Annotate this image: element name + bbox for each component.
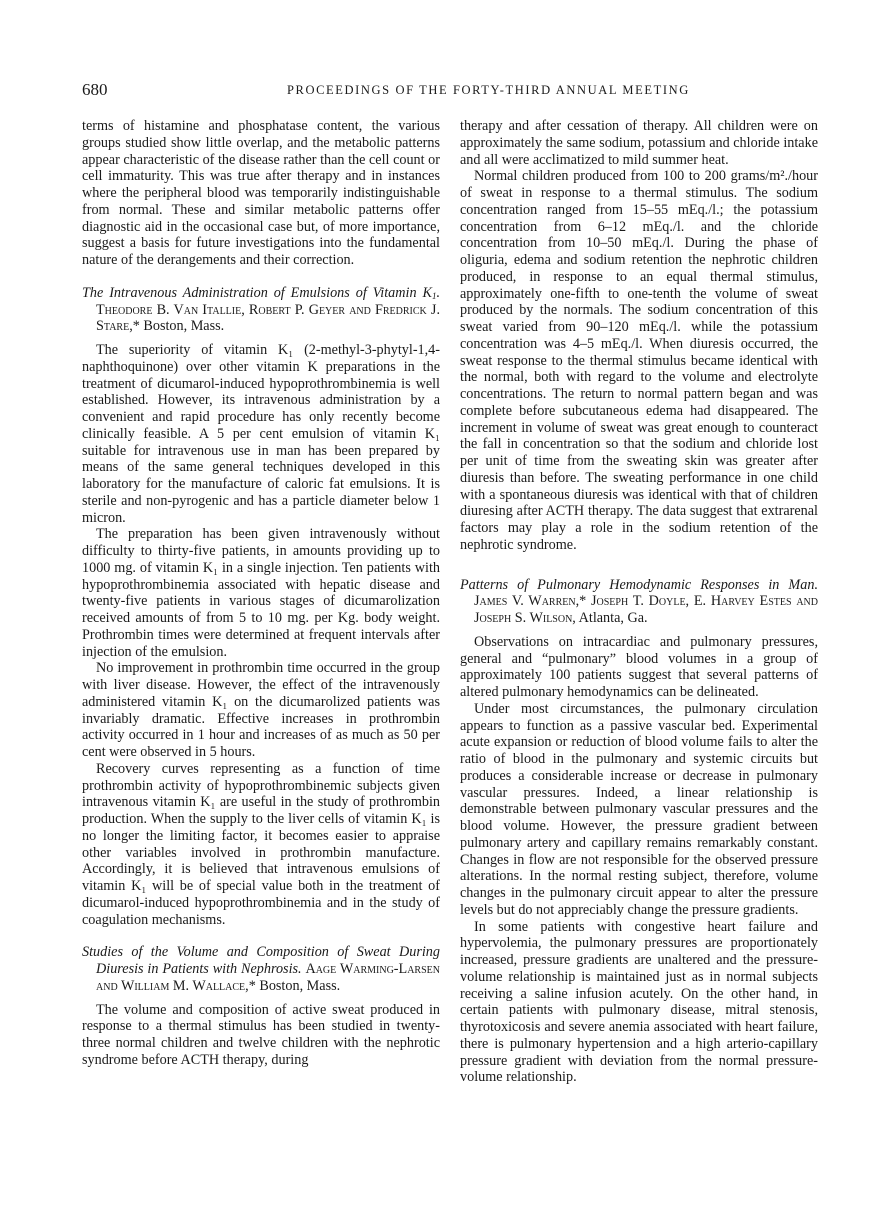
abstract-heading-pulmonary [460,577,818,627]
body-paragraph: No improvement in prothrombin time occurred in the group with liver disease. However, the effect of the intravenously administered vitamin K₁ on the dicumarolized patients was invariably dramatic. Effective increases in prothrombin activity occurred in 1 hour and increases of as much as 50 per cent were observed in 5 hours. [82,660,440,760]
body-paragraph: Observations on intracardiac and pulmonary pressures, general and “pulmonary” blood volumes in a group of approximately 100 patients suggest that several patterns of altered pulmonary hemodynamics can be delineated. [460,633,818,700]
continuation-paragraph: terms of histamine and phosphatase content, the various groups studied show little overlap, and the metabolic patterns appear characteristic of the disease rather than the cell count or cell immaturity. This was true after therapy and in instances where the peripheral blood was temporarily indistinguishable from normal. These and similar metabolic patterns offer diagnostic aid in the occasional case but, of more importance, suggest a basis for future investigations into the fundamental nature of the derangements and their correction. [82,118,440,268]
abstract-heading-sweat [82,944,440,994]
page-number: 680 [82,80,108,99]
right-column [460,118,818,1086]
abstract-location: Atlanta, Ga. [578,610,648,626]
abstract-authors: James V. Warren,* Joseph T. Doyle, E. Harvey Estes and Joseph S. Wilson, [474,593,818,626]
page-header [82,80,820,102]
body-paragraph: Recovery curves representing as a function of time prothrombin activity of hypoprothrombinemic subjects given intravenous vitamin K₁ are useful in the study of prothrombin production. When the supply to the liver cells of vitamin K₁ is no longer the limiting factor, it becomes easier to appraise other variables involved in prothrombin manufacture. Accordingly, it is believed that intravenous emulsions of vitamin K₁ will be of special value both in the treatment of dicumarol-induced hypoprothrombinemia and in the study of coagulation mechanisms. [82,760,440,928]
body-paragraph: The preparation has been given intravenously without difficulty to thirty-five patients, in amounts providing up to 1000 mg. of vitamin K₁ in a single injection. Ten patients with hypoprothrombinemia associated with hepatic disease and twenty-five patients in various stages of dicumarolization received amounts of from 5 to 10 mg. per Kg. body weight. Prothrombin times were determined at frequent intervals after injection of the emulsion. [82,526,440,660]
title-subscript: 1 [431,290,437,301]
abstract-title: Studies of the Volume and Composition of Sweat During Diuresis in Patients with Nephrosis. [82,944,440,977]
abstract-authors: Aage Warming-Larsen and William M. Wallace,* [96,961,440,994]
body-paragraph: In some patients with congestive heart failure and hypervolemia, the pulmonary pressures are proportionately increased, pressure gradients are unaltered and the pressure-volume relationship is maintained just as in normal subjects receiving a saline infusion acutely. On the other hand, in certain patients with pulmonary disease, mitral stenosis, thyrotoxicosis and severe anemia associated with heart failure, there is pulmonary hypertension and a high arterio-capillary pressure gradient with deviation from the normal pressure-volume relationship. [460,918,818,1086]
body-paragraph: Under most circumstances, the pulmonary circulation appears to function as a passive vascular bed. Experimental acute expansion or reduction of blood volume fails to alter the ratio of blood in the pulmonary and systemic circuits but produces a considerable increase or decrease in pulmonary vascular pressures. Indeed, a linear relationship is demonstrable between pulmonary vascular pressures and the blood volume. However, the pressure gradient between pulmonary artery and capillary remains remarkably constant. Changes in flow are not responsible for the observed pressure alterations. In the normal resting subject, therefore, volume changes in the pulmonary circuit appear to alter the pressure levels but do not appreciably change the pressure gradients. [460,700,818,918]
running-head: PROCEEDINGS OF THE FORTY-THIRD ANNUAL MEETING [287,83,690,97]
abstract-title: The Intravenous Administration of Emulsions of Vitamin K [82,284,432,301]
abstract-title: Patterns of Pulmonary Hemodynamic Responses in Man. [460,576,818,593]
abstract-authors: Theodore B. Van Itallie, Robert P. Geyer and Fredrick J. Stare,* [96,301,440,335]
left-column [82,118,440,1069]
abstract-heading-vitamin-k: The Intravenous Administration of Emulsions of Vitamin $K_1$. Theodore B. Van Itallie, Robert P. Geyer and Fredrick J. Stare,* Boston, Mass. [82,284,440,335]
body-paragraph: The volume and composition of active sweat produced in response to a thermal stimulus has been studied in twenty-three normal children and twelve children with the nephrotic syndrome before ACTH therapy, during [82,1001,440,1068]
body-paragraph: The superiority of vitamin K₁ (2-methyl-3-phytyl-1,4-naphthoquinone) over other vitamin K preparations in the treatment of dicumarol-induced hypoprothrombinemia is well established. However, its intravenous administration by a convenient and rapid procedure has only recently become clinically feasible. A 5 per cent emulsion of vitamin K₁ suitable for intravenous use in man has been prepared by means of the same general techniques developed in this laboratory for the manufacture of caloric fat emulsions. It is sterile and non-pyrogenic and has a particle diameter below 1 micron. [82,342,440,526]
abstract-location: Boston, Mass. [143,318,225,335]
body-paragraph: therapy and after cessation of therapy. All children were on approximately the same sodium, potassium and chloride intake and all were acclimatized to mild summer heat. [460,118,818,168]
abstract-location: Boston, Mass. [259,977,341,994]
body-paragraph: Normal children produced from 100 to 200 grams/m²./hour of sweat in response to a thermal stimulus. The sodium concentration ranged from 15–55 mEq./l.; the potassium concentration from 6–12 mEq./l. and the chloride concentration from 10–50 mEq./l. During the phase of oliguria, edema and sodium retention the nephrotic children produced, in response to an equal thermal stimulus, approximately one-fifth to one-tenth the volume of sweat produced by the normals. The sodium concentration of this sweat varied from 90–120 mEq./l. while the potassium concentration was 4–5 mEq./l. When diuresis occurred, the sweat response to the thermal stimulus became identical with the normal, both with regard to the volume and electrolyte concentrations. The return to normal pattern began and was complete before subcutaneous edema had disappeared. The increment in volume of sweat was great enough to counteract the fall in concentration so that the sodium and chloride lost per unit of time from the sweating skin was greater after diuresis than before. The sweating performance in one child with a spontaneous diuresis was identical with that of children diuresing after ACTH therapy. The data suggest that extrarenal factors may play a role in the sodium retention of the nephrotic syndrome. [460,168,818,553]
